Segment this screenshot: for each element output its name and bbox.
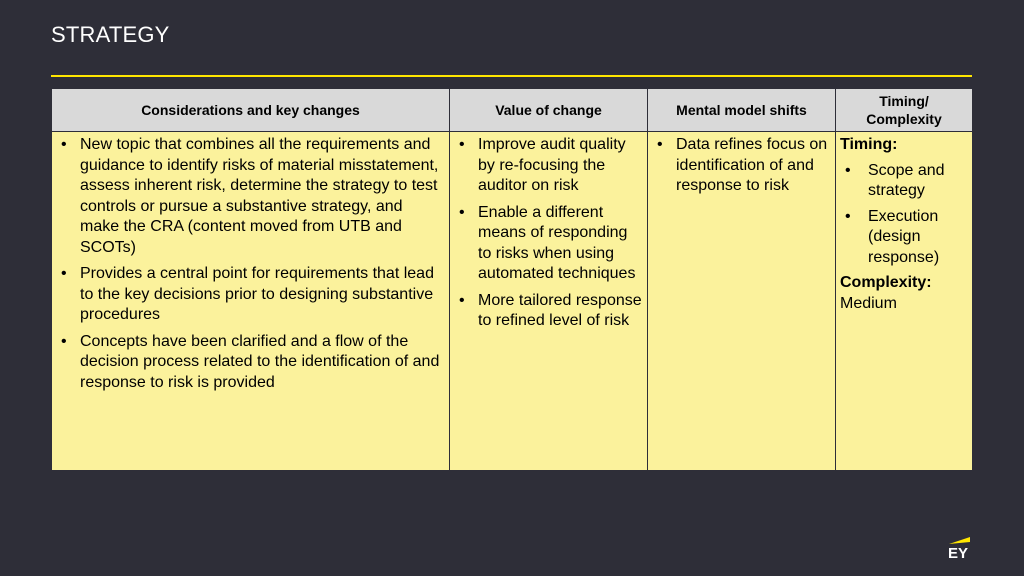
list-item: • Enable a different means of responding to risks when using automated techniques: [454, 203, 643, 285]
cell-considerations: [52, 132, 450, 471]
header-value-of-change: Value of change: [450, 89, 648, 132]
complexity-value: Medium: [840, 294, 897, 312]
header-timing-complexity: Timing/ Complexity: [836, 89, 973, 132]
list-item: • New topic that combines all the requirements and guidance to identify risks of material misstatement, assess inherent risk, determine the strategy to test controls or pursue a substantive strategy, and make the CRA (content moved from UTB and SCOTs): [56, 135, 445, 258]
table-header-row: [52, 89, 973, 132]
ey-logo-text: EY: [948, 545, 969, 560]
list-item: • Concepts have been clarified and a flow of the decision process related to the identification of and response to risk is provided: [56, 332, 445, 394]
timing-label: Timing:: [840, 136, 898, 153]
header-considerations: Considerations and key changes: [52, 89, 450, 132]
list-item: • Execution (design response): [840, 207, 968, 269]
cell-timing-complexity: [836, 132, 973, 471]
header-mental-model-shifts: Mental model shifts: [648, 89, 836, 132]
list-item: • Scope and strategy: [840, 161, 968, 202]
ey-logo-beam: [949, 537, 970, 544]
table-row: [52, 132, 973, 471]
cell-value-of-change: [450, 132, 648, 471]
complexity-label: Complexity:: [840, 274, 932, 291]
list-item: • Data refines focus on identification of and response to risk: [652, 135, 831, 197]
list-item: • Provides a central point for requirements that lead to the key decisions prior to designing substantive procedures: [56, 264, 445, 326]
timing-list: [840, 161, 968, 269]
considerations-list: [56, 135, 445, 393]
list-item: • Improve audit quality by re-focusing the auditor on risk: [454, 135, 643, 197]
list-item: • More tailored response to refined level of risk: [454, 291, 643, 332]
mental-model-shifts-list: [652, 135, 831, 197]
title-divider: [51, 75, 972, 77]
value-of-change-list: [454, 135, 643, 332]
slide-title: STRATEGY: [51, 22, 170, 47]
ey-logo: [946, 534, 972, 560]
strategy-table: [51, 88, 973, 471]
cell-mental-model-shifts: [648, 132, 836, 471]
